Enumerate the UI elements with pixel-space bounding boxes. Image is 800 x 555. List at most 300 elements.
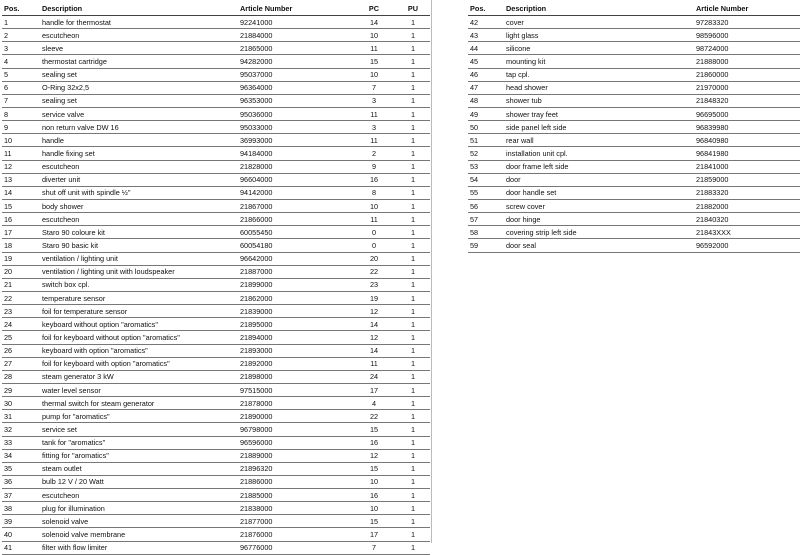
cell-article-number: 21877000 <box>236 515 352 528</box>
cell-pos: 52 <box>468 147 504 160</box>
cell-pos: 6 <box>2 81 40 94</box>
cell-article-number: 96642000 <box>236 252 352 265</box>
cell-article-number: 21892000 <box>236 357 352 370</box>
cell-pu: 1 <box>396 55 430 68</box>
cell-article-number: 96604000 <box>236 173 352 186</box>
cell-description: service valve <box>40 107 236 120</box>
cell-pos: 51 <box>468 134 504 147</box>
cell-description: door <box>504 173 692 186</box>
cell-article-number: 95037000 <box>236 68 352 81</box>
cell-pos: 35 <box>2 462 40 475</box>
cell-pos: 4 <box>2 55 40 68</box>
table-row <box>468 199 800 212</box>
cell-pos: 13 <box>2 173 40 186</box>
cell-article-number: 96353000 <box>236 94 352 107</box>
table-row <box>468 160 800 173</box>
cell-pc: 24 <box>352 370 396 383</box>
cell-article-number: 21828000 <box>236 160 352 173</box>
header-row <box>2 2 430 16</box>
cell-pos: 5 <box>2 68 40 81</box>
cell-pos: 34 <box>2 449 40 462</box>
cell-pc: 8 <box>352 186 396 199</box>
table-row <box>2 213 430 226</box>
cell-pos: 11 <box>2 147 40 160</box>
cell-description: thermal switch for steam generator <box>40 397 236 410</box>
cell-description: foil for keyboard with option "aromatics" <box>40 357 236 370</box>
cell-pos: 54 <box>468 173 504 186</box>
cell-pc: 15 <box>352 423 396 436</box>
cell-pos: 12 <box>2 160 40 173</box>
cell-pc: 2 <box>352 147 396 160</box>
cell-article-number: 21886000 <box>236 475 352 488</box>
cell-pu: 1 <box>396 94 430 107</box>
cell-pu: 1 <box>396 239 430 252</box>
cell-pu: 1 <box>396 370 430 383</box>
cell-pc: 11 <box>352 213 396 226</box>
cell-description: rear wall <box>504 134 692 147</box>
cell-pos: 44 <box>468 42 504 55</box>
cell-pu: 1 <box>396 81 430 94</box>
cell-pos: 25 <box>2 331 40 344</box>
cell-description: fitting for "aromatics" <box>40 449 236 462</box>
cell-pc: 11 <box>352 357 396 370</box>
cell-article-number: 36993000 <box>236 134 352 147</box>
cell-pos: 3 <box>2 42 40 55</box>
cell-description: keyboard without option "aromatics" <box>40 318 236 331</box>
cell-article-number: 21867000 <box>236 199 352 212</box>
table-row <box>468 68 800 81</box>
cell-pu: 1 <box>396 213 430 226</box>
cell-description: keyboard with option "aromatics" <box>40 344 236 357</box>
cell-pu: 1 <box>396 291 430 304</box>
cell-pc: 3 <box>352 121 396 134</box>
cell-pc: 10 <box>352 29 396 42</box>
cell-pc: 16 <box>352 173 396 186</box>
cell-pu: 1 <box>396 489 430 502</box>
cell-article-number: 21838000 <box>236 502 352 515</box>
cell-description: filter with flow limiter <box>40 541 236 554</box>
cell-pos: 49 <box>468 107 504 120</box>
cell-pu: 1 <box>396 107 430 120</box>
cell-description: pump for "aromatics" <box>40 410 236 423</box>
cell-article-number: 21876000 <box>236 528 352 541</box>
table-row <box>2 449 430 462</box>
cell-pu: 1 <box>396 121 430 134</box>
cell-pos: 47 <box>468 81 504 94</box>
cell-pc: 15 <box>352 515 396 528</box>
cell-description: escutcheon <box>40 213 236 226</box>
cell-pos: 50 <box>468 121 504 134</box>
cell-article-number: 21970000 <box>692 81 800 94</box>
table-row <box>2 199 430 212</box>
cell-article-number: 21889000 <box>236 449 352 462</box>
cell-pc: 0 <box>352 239 396 252</box>
table-row <box>2 94 430 107</box>
cell-pc: 23 <box>352 278 396 291</box>
cell-description: shower tray feet <box>504 107 692 120</box>
header-pc: PC <box>352 2 396 16</box>
table-row <box>2 173 430 186</box>
cell-article-number: 21840320 <box>692 213 800 226</box>
table-row <box>468 42 800 55</box>
cell-pos: 19 <box>2 252 40 265</box>
cell-pc: 10 <box>352 199 396 212</box>
cell-pc: 4 <box>352 397 396 410</box>
cell-pc: 15 <box>352 55 396 68</box>
cell-pos: 8 <box>2 107 40 120</box>
cell-article-number: 21894000 <box>236 331 352 344</box>
cell-description: installation unit cpl. <box>504 147 692 160</box>
cell-pc: 22 <box>352 410 396 423</box>
cell-pu: 1 <box>396 410 430 423</box>
cell-pos: 31 <box>2 410 40 423</box>
cell-pc: 12 <box>352 331 396 344</box>
cell-pu: 1 <box>396 344 430 357</box>
cell-description: sealing set <box>40 94 236 107</box>
cell-article-number: 21884000 <box>236 29 352 42</box>
cell-description: door hinge <box>504 213 692 226</box>
cell-pc: 7 <box>352 541 396 554</box>
table-row <box>468 186 800 199</box>
cell-article-number: 94184000 <box>236 147 352 160</box>
cell-pc: 15 <box>352 462 396 475</box>
cell-article-number: 94282000 <box>236 55 352 68</box>
cell-article-number: 96364000 <box>236 81 352 94</box>
table-row <box>2 291 430 304</box>
cell-description: escutcheon <box>40 29 236 42</box>
table-row <box>2 357 430 370</box>
table-row <box>2 383 430 396</box>
cell-description: door handle set <box>504 186 692 199</box>
table-row <box>2 147 430 160</box>
header-article-number: Article Number <box>236 2 352 16</box>
table-row <box>2 16 430 29</box>
cell-pos: 55 <box>468 186 504 199</box>
table-row <box>2 29 430 42</box>
table-row <box>2 68 430 81</box>
table-row <box>2 462 430 475</box>
cell-description: solenoid valve <box>40 515 236 528</box>
cell-pc: 11 <box>352 107 396 120</box>
cell-pu: 1 <box>396 502 430 515</box>
header-row <box>468 2 800 16</box>
cell-pos: 20 <box>2 265 40 278</box>
cell-article-number: 92241000 <box>236 16 352 29</box>
cell-pc: 16 <box>352 489 396 502</box>
cell-pc: 14 <box>352 318 396 331</box>
cell-pu: 1 <box>396 541 430 554</box>
cell-pu: 1 <box>396 160 430 173</box>
cell-pos: 7 <box>2 94 40 107</box>
cell-pos: 58 <box>468 226 504 239</box>
cell-description: Staro 90 basic kit <box>40 239 236 252</box>
cell-article-number: 98724000 <box>692 42 800 55</box>
table-row <box>2 55 430 68</box>
cell-description: solenoid valve membrane <box>40 528 236 541</box>
cell-pu: 1 <box>396 449 430 462</box>
cell-article-number: 21860000 <box>692 68 800 81</box>
cell-article-number: 21888000 <box>692 55 800 68</box>
cell-article-number: 21887000 <box>236 265 352 278</box>
cell-description: handle fixing set <box>40 147 236 160</box>
cell-description: screw cover <box>504 199 692 212</box>
cell-pu: 1 <box>396 357 430 370</box>
left-table-divider <box>431 0 432 543</box>
header-pos: Pos. <box>2 2 40 16</box>
table-row <box>2 541 430 554</box>
cell-pc: 14 <box>352 16 396 29</box>
cell-pc: 17 <box>352 528 396 541</box>
cell-pos: 17 <box>2 226 40 239</box>
cell-article-number: 21859000 <box>692 173 800 186</box>
cell-pos: 18 <box>2 239 40 252</box>
cell-pc: 16 <box>352 436 396 449</box>
table-row <box>468 134 800 147</box>
cell-pu: 1 <box>396 383 430 396</box>
cell-article-number: 21878000 <box>236 397 352 410</box>
cell-pc: 20 <box>352 252 396 265</box>
cell-article-number: 96695000 <box>692 107 800 120</box>
cell-description: steam outlet <box>40 462 236 475</box>
cell-pu: 1 <box>396 278 430 291</box>
cell-article-number: 21848320 <box>692 94 800 107</box>
cell-pu: 1 <box>396 252 430 265</box>
cell-article-number: 95036000 <box>236 107 352 120</box>
cell-description: temperature sensor <box>40 291 236 304</box>
cell-article-number: 98596000 <box>692 29 800 42</box>
table-row <box>468 107 800 120</box>
table-row <box>2 515 430 528</box>
cell-article-number: 60054180 <box>236 239 352 252</box>
cell-article-number: 97515000 <box>236 383 352 396</box>
cell-article-number: 21883320 <box>692 186 800 199</box>
cell-pos: 48 <box>468 94 504 107</box>
cell-description: O-Ring 32x2,5 <box>40 81 236 94</box>
cell-pc: 12 <box>352 305 396 318</box>
cell-pc: 10 <box>352 68 396 81</box>
table-row <box>468 94 800 107</box>
cell-pu: 1 <box>396 265 430 278</box>
cell-pc: 3 <box>352 94 396 107</box>
cell-pc: 12 <box>352 449 396 462</box>
cell-article-number: 94142000 <box>236 186 352 199</box>
cell-description: silicone <box>504 42 692 55</box>
cell-pu: 1 <box>396 173 430 186</box>
table-row <box>2 81 430 94</box>
cell-pu: 1 <box>396 29 430 42</box>
cell-description: tap cpl. <box>504 68 692 81</box>
cell-pos: 22 <box>2 291 40 304</box>
cell-pu: 1 <box>396 186 430 199</box>
table-row <box>2 305 430 318</box>
cell-pos: 40 <box>2 528 40 541</box>
cell-description: ventilation / lighting unit <box>40 252 236 265</box>
table-row <box>2 489 430 502</box>
cell-pos: 39 <box>2 515 40 528</box>
cell-article-number: 60055450 <box>236 226 352 239</box>
cell-article-number: 96592000 <box>692 239 800 252</box>
cell-pos: 43 <box>468 29 504 42</box>
cell-description: sealing set <box>40 68 236 81</box>
cell-description: escutcheon <box>40 160 236 173</box>
cell-article-number: 21895000 <box>236 318 352 331</box>
cell-pos: 37 <box>2 489 40 502</box>
table-row <box>2 252 430 265</box>
cell-description: light glass <box>504 29 692 42</box>
cell-pc: 9 <box>352 160 396 173</box>
cell-pc: 22 <box>352 265 396 278</box>
cell-pos: 16 <box>2 213 40 226</box>
table-row <box>2 331 430 344</box>
table-row <box>2 397 430 410</box>
cell-description: handle for thermostat <box>40 16 236 29</box>
cell-description: switch box cpl. <box>40 278 236 291</box>
cell-description: shut off unit with spindle ½" <box>40 186 236 199</box>
cell-pu: 1 <box>396 462 430 475</box>
cell-description: plug for illumination <box>40 502 236 515</box>
cell-pu: 1 <box>396 475 430 488</box>
table-row <box>2 502 430 515</box>
cell-article-number: 21890000 <box>236 410 352 423</box>
table-row <box>2 423 430 436</box>
cell-description: body shower <box>40 199 236 212</box>
cell-description: Staro 90 coloure kit <box>40 226 236 239</box>
cell-pc: 0 <box>352 226 396 239</box>
cell-pc: 10 <box>352 502 396 515</box>
cell-description: service set <box>40 423 236 436</box>
cell-pos: 46 <box>468 68 504 81</box>
table-row <box>2 318 430 331</box>
cell-pu: 1 <box>396 16 430 29</box>
parts-table-right <box>468 2 800 253</box>
cell-pos: 59 <box>468 239 504 252</box>
parts-table-left <box>2 2 430 555</box>
cell-article-number: 21843XXX <box>692 226 800 239</box>
table-row <box>2 186 430 199</box>
cell-pu: 1 <box>396 305 430 318</box>
table-row <box>2 42 430 55</box>
cell-description: diverter unit <box>40 173 236 186</box>
cell-pu: 1 <box>396 226 430 239</box>
table-row <box>468 55 800 68</box>
cell-pos: 45 <box>468 55 504 68</box>
table-row <box>2 528 430 541</box>
cell-pos: 57 <box>468 213 504 226</box>
cell-pos: 41 <box>2 541 40 554</box>
cell-article-number: 96839980 <box>692 121 800 134</box>
cell-article-number: 97283320 <box>692 16 800 29</box>
cell-pos: 53 <box>468 160 504 173</box>
table-row <box>2 344 430 357</box>
table-row <box>468 147 800 160</box>
cell-pos: 23 <box>2 305 40 318</box>
cell-description: sleeve <box>40 42 236 55</box>
cell-pu: 1 <box>396 515 430 528</box>
cell-description: water level sensor <box>40 383 236 396</box>
cell-article-number: 96776000 <box>236 541 352 554</box>
cell-description: shower tub <box>504 94 692 107</box>
cell-article-number: 21866000 <box>236 213 352 226</box>
header-pu: PU <box>396 2 430 16</box>
cell-article-number: 21899000 <box>236 278 352 291</box>
cell-pu: 1 <box>396 436 430 449</box>
cell-pc: 11 <box>352 42 396 55</box>
cell-description: side panel left side <box>504 121 692 134</box>
table-row <box>2 160 430 173</box>
cell-description: covering strip left side <box>504 226 692 239</box>
table-row <box>468 239 800 252</box>
cell-pc: 7 <box>352 81 396 94</box>
cell-pos: 42 <box>468 16 504 29</box>
cell-description: ventilation / lighting unit with loudspeaker <box>40 265 236 278</box>
table-row <box>2 239 430 252</box>
cell-article-number: 21896320 <box>236 462 352 475</box>
cell-pos: 30 <box>2 397 40 410</box>
cell-pos: 15 <box>2 199 40 212</box>
table-row <box>2 121 430 134</box>
cell-pu: 1 <box>396 397 430 410</box>
cell-description: handle <box>40 134 236 147</box>
table-row <box>2 265 430 278</box>
cell-pos: 32 <box>2 423 40 436</box>
table-row <box>2 370 430 383</box>
cell-pu: 1 <box>396 199 430 212</box>
table-row <box>468 16 800 29</box>
cell-pu: 1 <box>396 423 430 436</box>
cell-article-number: 21862000 <box>236 291 352 304</box>
cell-article-number: 21885000 <box>236 489 352 502</box>
cell-article-number: 95033000 <box>236 121 352 134</box>
cell-article-number: 21839000 <box>236 305 352 318</box>
cell-pc: 11 <box>352 134 396 147</box>
cell-pos: 21 <box>2 278 40 291</box>
cell-article-number: 96840980 <box>692 134 800 147</box>
cell-pc: 10 <box>352 475 396 488</box>
cell-pu: 1 <box>396 147 430 160</box>
cell-description: foil for temperature sensor <box>40 305 236 318</box>
cell-pu: 1 <box>396 318 430 331</box>
cell-article-number: 21882000 <box>692 199 800 212</box>
cell-pos: 26 <box>2 344 40 357</box>
cell-description: foil for keyboard without option "aromatics" <box>40 331 236 344</box>
table-row <box>2 436 430 449</box>
table-row <box>468 29 800 42</box>
cell-description: non return valve DW 16 <box>40 121 236 134</box>
header-description: Description <box>40 2 236 16</box>
header-description: Description <box>504 2 692 16</box>
table-row <box>2 134 430 147</box>
cell-article-number: 96798000 <box>236 423 352 436</box>
table-row <box>2 278 430 291</box>
cell-article-number: 96596000 <box>236 436 352 449</box>
cell-description: door seal <box>504 239 692 252</box>
cell-pu: 1 <box>396 528 430 541</box>
cell-pos: 38 <box>2 502 40 515</box>
cell-pos: 2 <box>2 29 40 42</box>
cell-description: tank for "aromatics" <box>40 436 236 449</box>
cell-description: thermostat cartridge <box>40 55 236 68</box>
cell-article-number: 21841000 <box>692 160 800 173</box>
cell-article-number: 96841980 <box>692 147 800 160</box>
table-row <box>468 173 800 186</box>
cell-pos: 29 <box>2 383 40 396</box>
cell-description: bulb 12 V / 20 Watt <box>40 475 236 488</box>
cell-article-number: 21898000 <box>236 370 352 383</box>
cell-pc: 17 <box>352 383 396 396</box>
table-row <box>2 475 430 488</box>
cell-description: head shower <box>504 81 692 94</box>
cell-description: mounting kit <box>504 55 692 68</box>
